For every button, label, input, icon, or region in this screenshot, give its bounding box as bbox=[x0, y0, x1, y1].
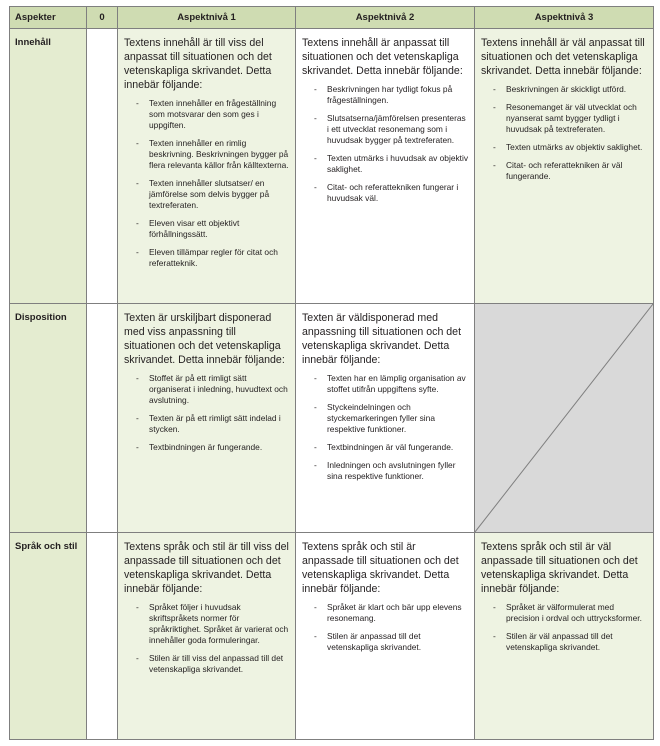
row-label: Innehåll bbox=[10, 29, 87, 304]
criterion-list bbox=[302, 84, 469, 204]
criterion-item: - Inledningen och avslutningen fyller sina respektive funktioner. bbox=[314, 460, 469, 482]
criterion-list bbox=[124, 373, 290, 453]
criterion-list bbox=[302, 373, 469, 482]
level-1-cell bbox=[118, 533, 296, 740]
criterion-item: - Textbindningen är fungerande. bbox=[136, 442, 290, 453]
header-level-1: Aspektnivå 1 bbox=[118, 7, 296, 29]
level-0-cell bbox=[87, 304, 118, 533]
criterion-intro: Texten är urskiljbart disponerad med viss anpassning till situationen och det vetenskapliga skrivandet. Detta innebär följande: bbox=[124, 312, 285, 366]
criterion-list bbox=[124, 602, 290, 675]
criterion-item: - Texten innehåller en frågeställning som motsvarar den som ges i uppgiften. bbox=[136, 98, 290, 131]
criterion-item: - Texten innehåller slutsatser/ en jämförelse som delvis bygger på textreferaten. bbox=[136, 178, 290, 211]
criterion-item: - Stilen är väl anpassad till det vetenskapliga skrivandet. bbox=[493, 631, 648, 653]
criterion-item: - Stilen är anpassad till det vetenskapliga skrivandet. bbox=[314, 631, 469, 653]
row-label: Språk och stil bbox=[10, 533, 87, 740]
level-0-cell bbox=[87, 533, 118, 740]
criterion-item: - Beskrivningen har tydligt fokus på frågeställningen. bbox=[314, 84, 469, 106]
row-content bbox=[10, 29, 654, 304]
criterion-intro: Textens innehåll är anpassat till situationen och det vetenskapliga skrivandet. Detta innebär följande: bbox=[302, 37, 463, 77]
level-1-cell bbox=[118, 29, 296, 304]
criterion-item: - Citat- och referattekniken fungerar i huvudsak väl. bbox=[314, 182, 469, 204]
criterion-item: - Eleven visar ett objektivt förhållningssätt. bbox=[136, 218, 290, 240]
criterion-item: - Eleven tillämpar regler för citat och referatteknik. bbox=[136, 247, 290, 269]
header-zero: 0 bbox=[87, 7, 118, 29]
criterion-item: - Citat- och referattekniken är väl fungerande. bbox=[493, 160, 648, 182]
header-row bbox=[10, 7, 654, 29]
criterion-item: - Slutsatserna/jämförelsen presenteras i ett utvecklat resonemang som i huvudsak bygger på textreferaten. bbox=[314, 113, 469, 146]
criterion-intro: Textens språk och stil är väl anpassade till situationen och det vetenskapliga skrivandet. Detta innebär följande: bbox=[481, 541, 638, 595]
criterion-item: - Texten innehåller en rimlig beskrivning. Beskrivningen bygger på flera relevanta källor från källtexterna. bbox=[136, 138, 290, 171]
criterion-item: - Texten har en lämplig organisation av stoffet utifrån uppgiftens syfte. bbox=[314, 373, 469, 395]
level-3-empty-cell bbox=[475, 304, 654, 533]
criterion-intro: Textens språk och stil är till viss del anpassade till situationen och det vetenskapliga skrivandet. Detta innebär följande: bbox=[124, 541, 289, 595]
header-level-2: Aspektnivå 2 bbox=[296, 7, 475, 29]
criterion-item: - Stoffet är på ett rimligt sätt organiserat i inledning, huvudtext och avslutning. bbox=[136, 373, 290, 406]
level-2-cell bbox=[296, 29, 475, 304]
header-level-3: Aspektnivå 3 bbox=[475, 7, 654, 29]
criterion-list bbox=[302, 602, 469, 653]
criterion-item: - Textbindningen är väl fungerande. bbox=[314, 442, 469, 453]
criterion-item: - Stilen är till viss del anpassad till det vetenskapliga skrivandet. bbox=[136, 653, 290, 675]
level-1-cell bbox=[118, 304, 296, 533]
level-3-cell bbox=[475, 533, 654, 740]
criterion-intro: Textens språk och stil är anpassade till situationen och det vetenskapliga skrivandet. Detta innebär följande: bbox=[302, 541, 459, 595]
criterion-item: - Resonemanget är väl utvecklat och nyanserat samt bygger tydligt i huvudsak på textreferaten. bbox=[493, 102, 648, 135]
criterion-item: - Beskrivningen är skickligt utförd. bbox=[493, 84, 648, 95]
criterion-list bbox=[124, 98, 290, 269]
level-0-cell bbox=[87, 29, 118, 304]
criterion-intro: Texten är väldisponerad med anpassning till situationen och det vetenskapliga skrivandet. Detta innebär följande: bbox=[302, 312, 462, 366]
row-label: Disposition bbox=[10, 304, 87, 533]
criterion-item: - Styckeindelningen och styckemarkeringen fyller sina respektive funktioner. bbox=[314, 402, 469, 435]
criterion-item: - Språket följer i huvudsak skriftspråkets normer för språkriktighet. Språket är varierat och innehåller goda formuleringar. bbox=[136, 602, 290, 646]
criterion-list bbox=[481, 84, 648, 182]
level-3-cell bbox=[475, 29, 654, 304]
diagonal-strike bbox=[475, 304, 653, 532]
criterion-item: - Språket är välformulerat med precision i ordval och uttrycksformer. bbox=[493, 602, 648, 624]
criterion-item: - Texten utmärks i huvudsak av objektiv saklighet. bbox=[314, 153, 469, 175]
criterion-list bbox=[481, 602, 648, 653]
criterion-item: - Texten är på ett rimligt sätt indelad i stycken. bbox=[136, 413, 290, 435]
criterion-item: - Språket är klart och bär upp elevens resonemang. bbox=[314, 602, 469, 624]
assessment-matrix bbox=[9, 6, 654, 740]
level-2-cell bbox=[296, 304, 475, 533]
criterion-intro: Textens innehåll är till viss del anpassat till situationen och det vetenskapliga skrivandet. Detta innebär följande: bbox=[124, 37, 272, 91]
row-language-style bbox=[10, 533, 654, 740]
criterion-item: - Texten utmärks av objektiv saklighet. bbox=[493, 142, 648, 153]
header-aspects: Aspekter bbox=[10, 7, 87, 29]
row-disposition bbox=[10, 304, 654, 533]
criterion-intro: Textens innehåll är väl anpassat till situationen och det vetenskapliga skrivandet. Detta innebär följande: bbox=[481, 37, 645, 77]
level-2-cell bbox=[296, 533, 475, 740]
